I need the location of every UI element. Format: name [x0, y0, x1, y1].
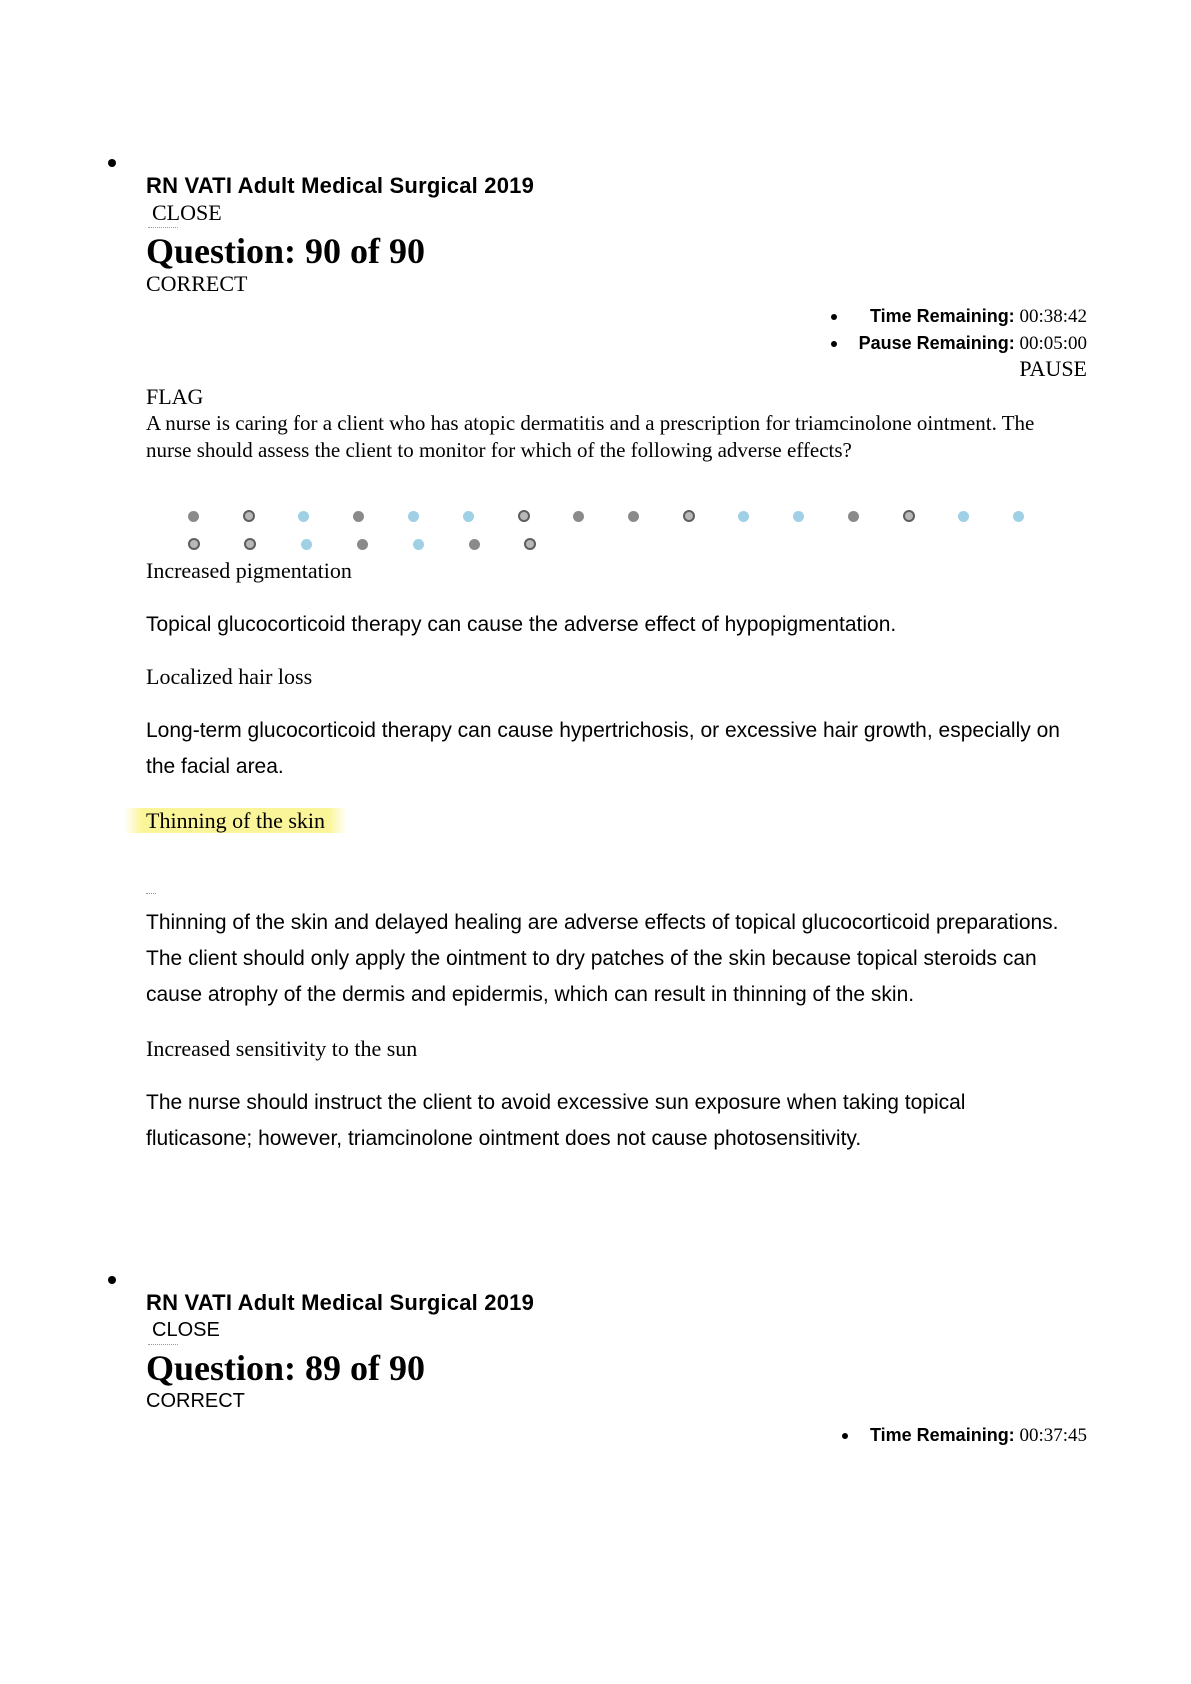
list-bullet — [108, 159, 116, 167]
question-nav-dot[interactable] — [221, 510, 276, 522]
nav-dot-marker — [301, 539, 312, 550]
question-nav-dot[interactable] — [502, 538, 558, 550]
nav-dot-marker — [958, 511, 969, 522]
navigator-row — [166, 502, 1046, 530]
timers — [870, 1422, 1087, 1449]
question-nav-dot[interactable] — [390, 539, 446, 550]
question-nav-dot[interactable] — [661, 510, 716, 522]
nav-dot-marker — [524, 538, 536, 550]
question-nav-dot[interactable] — [166, 511, 221, 522]
question-nav-dot[interactable] — [331, 511, 386, 522]
question-header — [146, 172, 1096, 297]
question-navigator — [166, 502, 1046, 558]
app-title: RN VATI Adult Medical Surgical 2019 — [146, 173, 535, 198]
nav-dot-marker — [683, 510, 695, 522]
question-nav-dot[interactable] — [276, 511, 331, 522]
question-nav-dot[interactable] — [881, 510, 936, 522]
nav-dot-marker — [243, 510, 255, 522]
nav-dot-marker — [469, 539, 480, 550]
question-nav-dot[interactable] — [551, 511, 606, 522]
spacer — [146, 835, 1096, 905]
option-3-selected[interactable] — [146, 807, 1096, 835]
question-nav-dot[interactable] — [716, 511, 771, 522]
nav-dot-marker — [848, 511, 859, 522]
nav-dot-marker — [463, 511, 474, 522]
time-remaining-label: Time Remaining: — [869, 1425, 1015, 1445]
question-nav-dot[interactable] — [446, 539, 502, 550]
list-bullet — [108, 1276, 116, 1284]
result-status: CORRECT — [146, 271, 248, 296]
question-nav-dot[interactable] — [496, 510, 551, 522]
question-nav-dot[interactable] — [334, 539, 390, 550]
question-stem: A nurse is caring for a client who has atopic dermatitis and a prescription for triamcinolone ointment. The nurse should assess the client to monitor for which of the following adverse effects? — [146, 411, 1035, 462]
nav-dot-marker — [188, 538, 200, 550]
answer-options — [146, 557, 1096, 1157]
nav-dot-marker — [357, 539, 368, 550]
navigator-row — [166, 530, 1046, 558]
question-nav-dot[interactable] — [386, 511, 441, 522]
nav-dot-marker — [793, 511, 804, 522]
question-nav-dot[interactable] — [606, 511, 661, 522]
pause-remaining — [859, 330, 1087, 357]
result-status: CORRECT — [146, 1390, 245, 1412]
question-nav-dot[interactable] — [771, 511, 826, 522]
question-nav-dot[interactable] — [222, 538, 278, 550]
pause-remaining-label: Pause Remaining: — [858, 333, 1015, 353]
nav-dot-marker — [188, 511, 199, 522]
timers — [859, 303, 1087, 357]
close-button[interactable]: CLOSE — [152, 1319, 220, 1341]
nav-dot-marker — [628, 511, 639, 522]
question-nav-dot[interactable] — [936, 511, 991, 522]
pause-button[interactable]: PAUSE — [1019, 356, 1087, 381]
close-underline — [148, 1344, 178, 1346]
question-nav-dot[interactable] — [826, 511, 881, 522]
time-remaining-label: Time Remaining: — [869, 306, 1015, 326]
close-button[interactable]: CLOSE — [152, 200, 222, 225]
option-1-rationale: Topical glucocorticoid therapy can cause the adverse effect of hypopigmentation. — [146, 613, 897, 636]
nav-dot-marker — [903, 510, 915, 522]
pause-remaining-value: 00:05:00 — [1019, 333, 1087, 354]
flag-button[interactable]: FLAG — [146, 384, 204, 409]
nav-dot-marker — [353, 511, 364, 522]
question-nav-dot[interactable] — [991, 511, 1046, 522]
question-counter: Question: 90 of 90 — [146, 231, 425, 271]
nav-dot-marker — [738, 511, 749, 522]
nav-dot-marker — [518, 510, 530, 522]
question-nav-dot[interactable] — [166, 538, 222, 550]
option-3-rationale: Thinning of the skin and delayed healing are adverse effects of topical glucocorticoid preparations. The client should only apply the ointment to dry patches of the skin because topical steroids can cause atrophy of the dermis and epidermis, which can result in thinning of the skin. — [146, 911, 1059, 1006]
option-2[interactable]: Localized hair loss — [146, 664, 313, 689]
time-remaining — [870, 1422, 1087, 1449]
question-nav-dot[interactable] — [441, 511, 496, 522]
option-2-rationale: Long-term glucocorticoid therapy can cause hypertrichosis, or excessive hair growth, especially on the facial area. — [146, 719, 1060, 778]
nav-dot-marker — [573, 511, 584, 522]
nav-dot-marker — [244, 538, 256, 550]
question-body — [146, 384, 1096, 464]
nav-dot-marker — [298, 511, 309, 522]
question-nav-dot[interactable] — [278, 539, 334, 550]
divider-mark — [146, 893, 156, 896]
question-header — [146, 1289, 1096, 1414]
close-underline — [148, 227, 178, 229]
app-title: RN VATI Adult Medical Surgical 2019 — [146, 1290, 535, 1315]
option-1[interactable]: Increased pigmentation — [146, 558, 352, 583]
time-remaining-value: 00:38:42 — [1019, 306, 1087, 327]
option-4-rationale: The nurse should instruct the client to avoid excessive sun exposure when taking topical fluticasone; however, triamcinolone ointment does not cause photosensitivity. — [146, 1091, 966, 1150]
nav-dot-marker — [408, 511, 419, 522]
time-remaining-value: 00:37:45 — [1019, 1425, 1087, 1446]
nav-dot-marker — [413, 539, 424, 550]
time-remaining — [859, 303, 1087, 330]
selected-answer-highlight: Thinning of the skin — [124, 808, 347, 833]
question-counter: Question: 89 of 90 — [146, 1348, 425, 1388]
option-4[interactable]: Increased sensitivity to the sun — [146, 1036, 418, 1061]
nav-dot-marker — [1013, 511, 1024, 522]
